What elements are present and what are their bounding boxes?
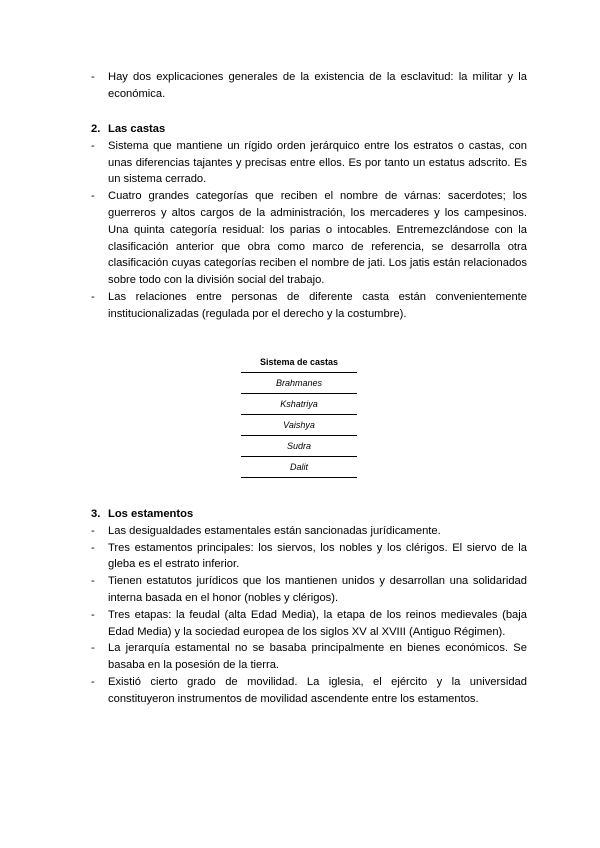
section-heading <box>91 121 527 138</box>
intro-item-1: Hay dos explicaciones generales de la existencia de la esclavitud: la militar y la económica. <box>108 71 527 100</box>
list-item: - Tres estamentos principales: los siervos, los nobles y los clérigos. El siervo de la gleba es el estrato inferior. <box>91 541 527 571</box>
section-title: Los estamentos <box>108 508 194 520</box>
list-item: - Tienen estatutos jurídicos que los mantienen unidos y desarrollan una solidaridad interna basada en el honor (nobles y clérigos). <box>91 575 527 604</box>
list-item: - Cuatro grandes categorías que reciben el nombre de várnas: sacerdotes; los guerreros y altos cargos de la administración, los mercaderes y los campesinos. Una quinta categoría residual: los parias o intocables. Entremezclándose con la clasificación anterior que obra como marco de referencia, se desarrolla otra clasificación cuyas categorías reciben el nombre de jati. Los jatis están relacionados sobre todo con la división social del trabajo. <box>91 190 527 287</box>
castes-table <box>241 352 357 478</box>
table-row: Vaishya <box>241 415 357 436</box>
list-item: - Las relaciones entre personas de diferente casta están convenientemente institucionalizadas (regulada por el derecho y la costumbre). <box>91 290 527 320</box>
intro-block <box>91 69 527 103</box>
section-estamentos <box>91 506 527 708</box>
table-row: Dalit <box>241 457 357 478</box>
list-item: - Sistema que mantiene un rígido orden jerárquico entre los estratos o castas, con unas diferencias tajantes y precisas entre ellos. Es por tanto un estatus adscrito. Es un sistema cerrado. <box>91 139 527 186</box>
section-title: Las castas <box>108 123 166 135</box>
list-item: - La jerarquía estamental no se basaba principalmente en bienes económicos. Se basaba en la posesión de la tierra. <box>91 642 527 672</box>
list-item: - Tres etapas: la feudal (alta Edad Media), la etapa de los reinos medievales (baja Edad Media) y la sociedad europea de los siglos XV al XVIII (Antiguo Régimen). <box>91 608 527 638</box>
table-row: Kshatriya <box>241 394 357 415</box>
list-item: - Hay dos explicaciones generales de la existencia de la esclavitud: la militar y la económica. <box>91 71 527 100</box>
section-number: 3. <box>91 508 101 520</box>
table-header: Sistema de castas <box>241 352 357 373</box>
list-item: - Existió cierto grado de movilidad. La iglesia, el ejército y la universidad constituyeron instrumentos de movilidad ascendente entre los estamentos. <box>91 675 527 705</box>
section-heading <box>91 506 527 523</box>
table-row: Brahmanes <box>241 373 357 394</box>
table-row: Sudra <box>241 436 357 457</box>
list-item: - Las desigualdades estamentales están sancionadas jurídicamente. <box>91 524 441 537</box>
section-castas <box>91 121 527 323</box>
section-number: 2. <box>91 123 101 135</box>
